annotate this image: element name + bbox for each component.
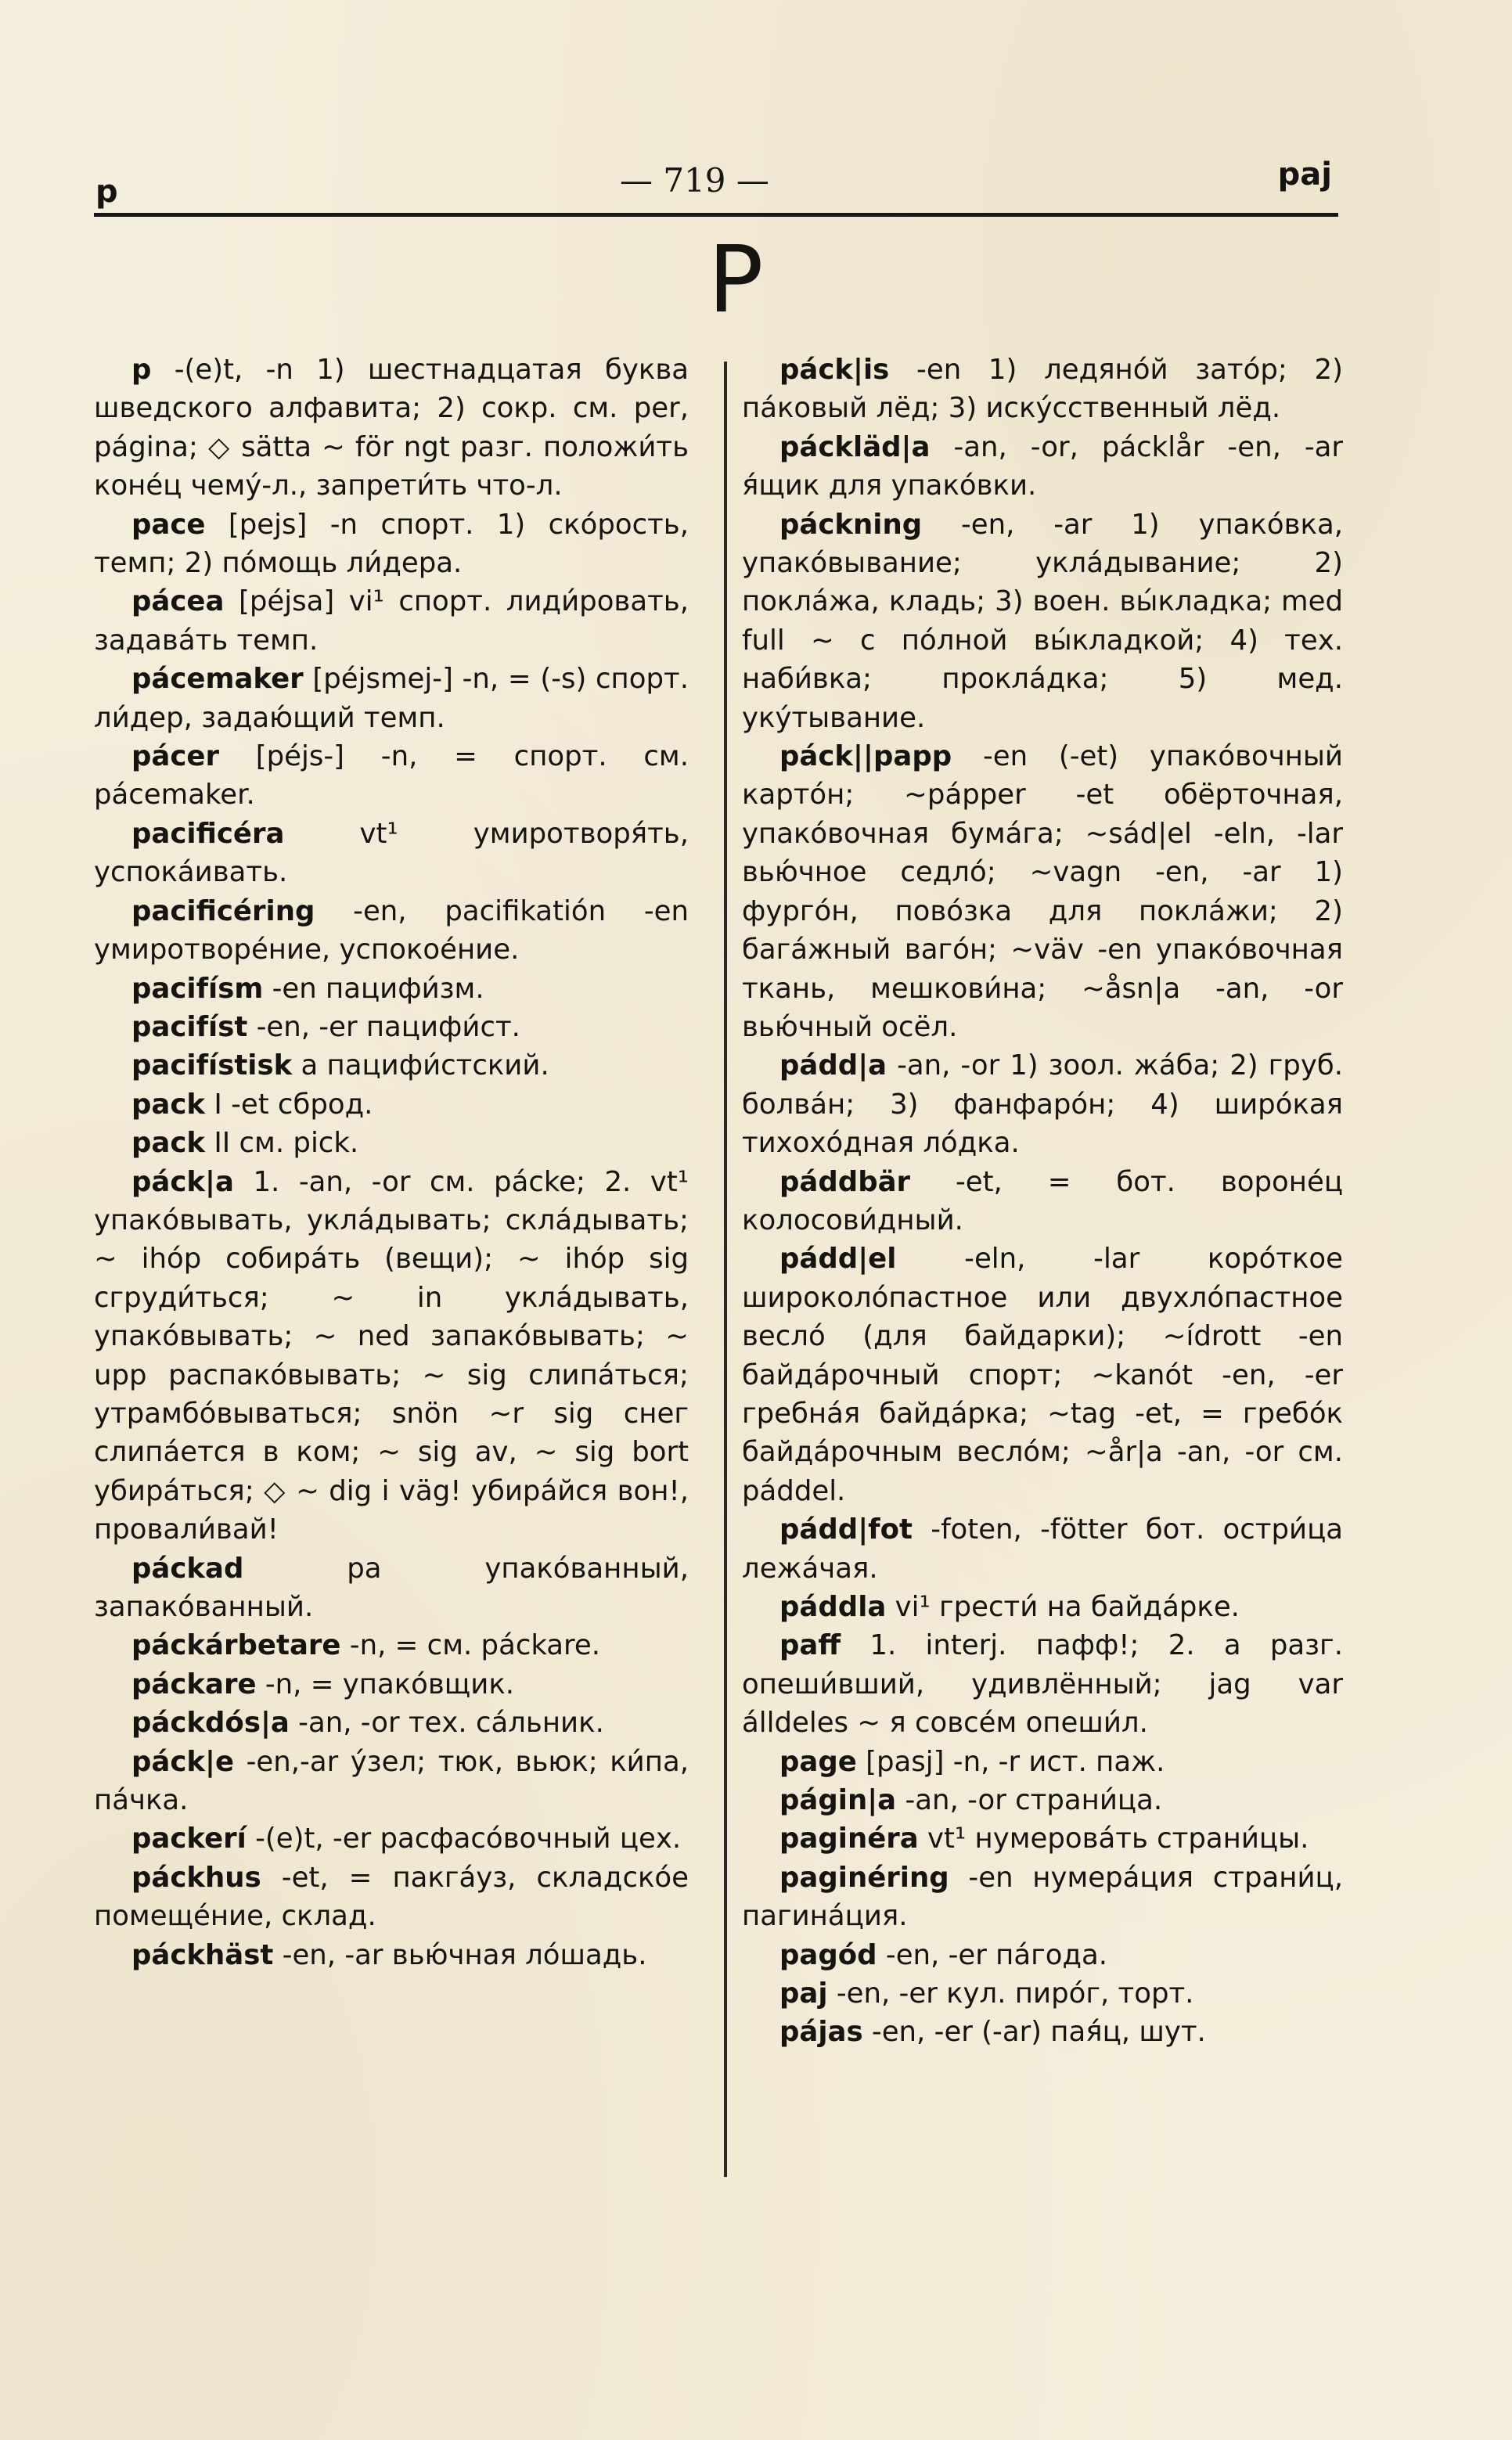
entry-headword: pádd|fot — [779, 1513, 913, 1546]
entry-headword: pack — [131, 1127, 206, 1160]
entry-definition: a пацифи́стский. — [292, 1049, 549, 1082]
entry-headword: p — [131, 354, 152, 386]
entry-headword: páckläd|a — [779, 430, 931, 463]
entry-headword: páckare — [131, 1668, 257, 1700]
entry-definition: -en, -ar 1) упако́вка, упако́вывание; укла́дывание; 2) покла́жа, кладь; 3) воен. вы́кладка; med full ~ с по́лной вы́кладкой; 4) тех. наби́вка; прокла́дка; 5) мед. уку́тывание. — [742, 508, 1343, 734]
dictionary-entry — [94, 660, 689, 737]
entry-headword: pacifísm — [131, 972, 264, 1005]
entry-definition: [péjs-] -n, = спорт. см. pácemaker. — [94, 740, 689, 812]
entry-definition: -en, -er па́года. — [877, 1938, 1108, 1971]
dictionary-entry — [94, 1124, 689, 1162]
dictionary-entry — [742, 1781, 1343, 1819]
left-column — [94, 351, 689, 1974]
entry-definition: -en, pacifikatión -en умиротворе́ние, успокое́ние. — [94, 894, 689, 966]
dictionary-entry — [94, 1163, 689, 1549]
dictionary-entry — [742, 1936, 1343, 1974]
entry-headword: páckdós|a — [131, 1707, 290, 1740]
dictionary-entry — [94, 506, 689, 583]
entry-definition: -an, -or, pácklår -en, -ar я́щик для упако́вки. — [742, 430, 1343, 502]
entry-definition: -en, -er (-ar) пая́ц, шут. — [862, 2016, 1206, 2049]
entry-definition: -en нумера́ция страни́ц, пагина́ция. — [742, 1861, 1343, 1933]
entry-definition: -en 1) ледяно́й зато́р; 2) па́ковый лёд; 3) иску́сственный лёд. — [742, 354, 1343, 425]
entry-headword: packerí — [131, 1823, 247, 1855]
entry-definition: -an, -or тех. са́льник. — [289, 1707, 604, 1740]
dictionary-entry — [742, 1743, 1343, 1781]
entry-headword: páckárbetare — [131, 1629, 341, 1662]
dictionary-entry — [94, 1085, 689, 1124]
entry-definition: -n, = упако́вщик. — [256, 1668, 515, 1700]
dictionary-entry — [742, 1588, 1343, 1626]
dictionary-entry — [742, 1163, 1343, 1240]
dictionary-entry — [742, 1626, 1343, 1742]
page-header — [95, 157, 1332, 219]
entry-definition: -an, -or 1) зоол. жа́ба; 2) груб. болва́н; 3) фанфаро́н; 4) широ́кая тихохо́дная ло́дка. — [742, 1049, 1343, 1160]
dictionary-entry — [94, 582, 689, 660]
entry-definition: -en, -er пацифи́ст. — [247, 1010, 520, 1043]
entry-headword: paj — [779, 1978, 828, 2010]
entry-headword: pácemaker — [131, 663, 304, 696]
entry-definition: -en, -ar вью́чная ло́шадь. — [273, 1938, 647, 1971]
dictionary-entry — [94, 1626, 689, 1664]
entry-headword: paginéring — [779, 1861, 949, 1894]
entry-definition: [péjsmej-] -n, = (-s) спорт. ли́дер, задаю́щий темп. — [94, 663, 689, 734]
entry-definition: vt¹ умиротворя́ть, успока́ивать. — [94, 817, 689, 889]
dictionary-entry — [742, 506, 1343, 737]
entry-headword: pádd|a — [779, 1049, 887, 1082]
left-guide-word: p — [95, 174, 118, 210]
entry-definition: [pasj] -n, -r ист. паж. — [856, 1745, 1165, 1778]
dictionary-entry — [94, 351, 689, 506]
entry-definition: -(e)t, -n 1) шестнадцатая буква шведского алфавита; 2) сокр. см. per, página; ◇ sätta ~ för ngt разг. положи́ть коне́ц чему́-л., запрети́ть что-л. — [94, 354, 689, 502]
entry-definition: pa упако́ванный, запако́ванный. — [94, 1552, 689, 1623]
dictionary-entry — [94, 1704, 689, 1742]
dictionary-entry — [94, 1549, 689, 1627]
dictionary-entry — [742, 2013, 1343, 2051]
entry-headword: páddla — [779, 1591, 887, 1623]
dictionary-entry — [742, 1819, 1343, 1858]
entry-definition: -an, -or страни́ца. — [896, 1784, 1163, 1817]
entry-headword: páckhus — [131, 1861, 261, 1894]
entry-definition: I -et сброд. — [205, 1088, 373, 1121]
dictionary-entry — [742, 1240, 1343, 1510]
entry-headword: páck|a — [131, 1165, 234, 1198]
entry-definition: -en,-ar у́зел; тюк, вьюк; ки́па, па́чка. — [94, 1745, 689, 1817]
entry-headword: pájas — [779, 2016, 863, 2049]
dictionary-entry — [94, 1743, 689, 1820]
entry-definition: II см. pick. — [205, 1127, 359, 1160]
entry-headword: pace — [131, 508, 206, 541]
dictionary-entry — [94, 970, 689, 1008]
entry-headword: pacificéring — [131, 894, 315, 927]
dictionary-entry — [742, 428, 1343, 506]
entry-headword: páckhäst — [131, 1938, 274, 1971]
entry-definition: -et, = бот. вороне́ц колосови́дный. — [742, 1165, 1343, 1236]
entry-definition: -en пацифи́зм. — [263, 972, 484, 1005]
dictionary-entry — [94, 1819, 689, 1858]
dictionary-entry — [742, 737, 1343, 1046]
entry-headword: páckad — [131, 1552, 244, 1585]
entry-definition: -en (-et) упако́вочный карто́н; ~pápper -et обёрточная, упако́вочная бума́га; ~sád|el -eln, -lar вью́чное седло́; ~vagn -en, -ar 1) фурго́н, пово́зка для покла́жи; 2) бага́жный ваго́н; ~väv -en упако́вочная ткань, мешкови́на; ~åsn|a -an, -or вью́чный осёл. — [742, 740, 1343, 1043]
dictionary-entry — [742, 1046, 1343, 1162]
dictionary-entry — [742, 1974, 1343, 2013]
dictionary-entry — [94, 1936, 689, 1974]
dictionary-entry — [94, 737, 689, 815]
entry-headword: pádd|el — [779, 1243, 897, 1276]
dictionary-entry — [94, 815, 689, 892]
dictionary-entry — [94, 1665, 689, 1704]
entry-headword: pácea — [131, 585, 225, 618]
entry-headword: pacifíst — [131, 1010, 248, 1043]
right-guide-word: paj — [1277, 157, 1332, 193]
dictionary-entry — [94, 1859, 689, 1936]
section-letter: P — [707, 225, 764, 333]
entry-definition: -et, = пакга́уз, складско́е помеще́ние, склад. — [94, 1861, 689, 1933]
page-number: — 719 — — [620, 161, 769, 200]
entry-headword: pacificéra — [131, 817, 285, 850]
dictionary-entry — [742, 1859, 1343, 1936]
entry-definition: -n, = см. páckare. — [340, 1629, 600, 1662]
entry-headword: págin|a — [779, 1784, 897, 1817]
entry-headword: páck|e — [131, 1745, 235, 1778]
entry-headword: páck|is — [779, 354, 890, 386]
header-rule — [94, 213, 1338, 217]
column-divider — [724, 362, 727, 2177]
entry-definition: -foten, -fötter бот. остри́ца лежа́чая. — [742, 1513, 1343, 1585]
entry-headword: pack — [131, 1088, 206, 1121]
dictionary-entry — [742, 1510, 1343, 1588]
entry-definition: -(e)t, -er расфасо́вочный цех. — [246, 1823, 682, 1855]
entry-definition: [péjsa] vi¹ спорт. лиди́ровать, задава́ть темп. — [94, 585, 689, 657]
entry-headword: páckning — [779, 508, 923, 541]
entry-headword: pacifístisk — [131, 1049, 293, 1082]
entry-headword: paff — [779, 1629, 841, 1662]
entry-headword: page — [779, 1745, 857, 1778]
right-column — [742, 351, 1343, 2052]
entry-headword: pagód — [779, 1938, 877, 1971]
entry-definition: 1. interj. пафф!; 2. a разг. опеши́вший, удивлённый; jag var álldeles ~ я совсе́м опеши́л. — [742, 1629, 1343, 1740]
dictionary-entry — [94, 1046, 689, 1085]
dictionary-entry — [742, 351, 1343, 428]
entry-headword: pácer — [131, 740, 219, 773]
entry-headword: páddbär — [779, 1165, 911, 1198]
entry-definition: vt¹ нумерова́ть страни́цы. — [918, 1823, 1309, 1855]
entry-definition: vi¹ грести́ на байда́рке. — [886, 1591, 1240, 1623]
entry-definition: -en, -er кул. пиро́г, торт. — [827, 1978, 1194, 2010]
entry-headword: paginéra — [779, 1823, 919, 1855]
entry-definition: 1. -an, -or см. pácke; 2. vt¹ упако́вывать, укла́дывать; скла́дывать; ~ ihóp собира́ть (вещи); ~ ihóp sig сгруди́ться; ~ in укла́дывать, упако́вывать; ~ ned запако́вывать; ~ upp распако́вывать; ~ sig слипа́ться; утрамбо́вываться; snön ~r sig снег слипа́ется в ком; ~ sig av, ~ sig bort убира́ться; ◇ ~ dig i väg! убира́йся вон!, провали́вай! — [94, 1165, 689, 1546]
dictionary-entry — [94, 1008, 689, 1046]
entry-headword: páck||papp — [779, 740, 952, 773]
dictionary-entry — [94, 892, 689, 970]
entry-definition: [pejs] -n спорт. 1) ско́рость, темп; 2) по́мощь ли́дера. — [94, 508, 689, 580]
entry-definition: -eln, -lar коро́ткое широколо́пастное или двухло́пастное весло́ (для байдарки); ~ídrott -en байда́рочный спорт; ~kanót -en, -er гребна́я байда́рка; ~tag -et, = гребо́к байда́рочным весло́м; ~år|a -an, -or см. páddel. — [742, 1243, 1343, 1507]
